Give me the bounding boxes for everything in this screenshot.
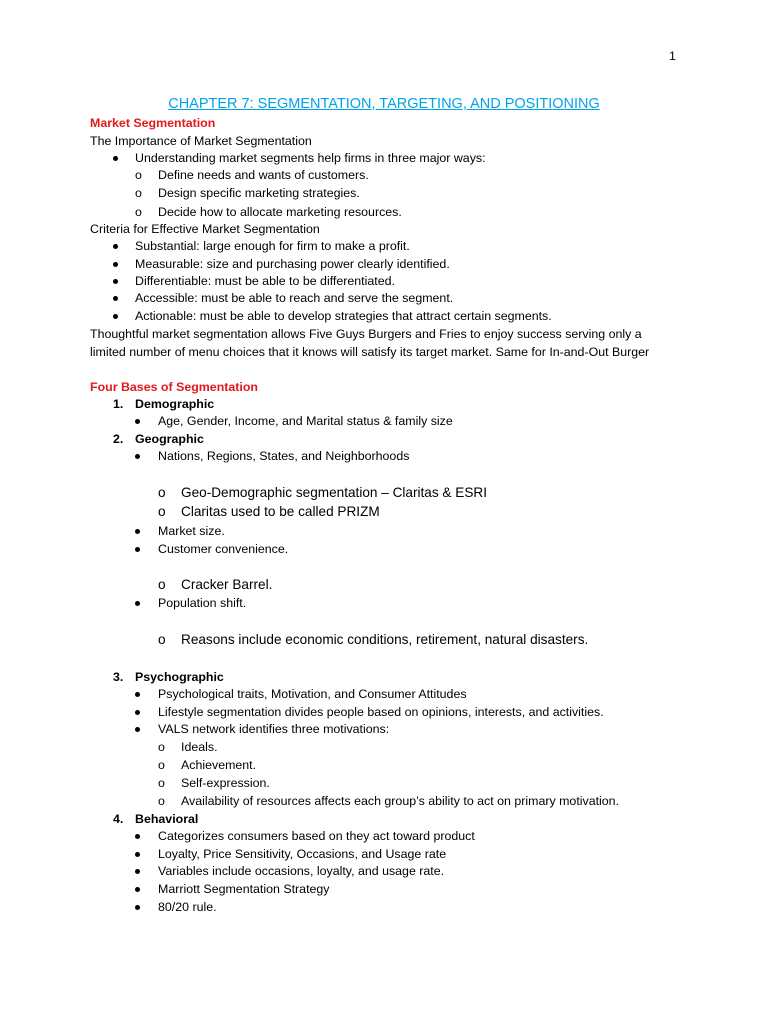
base-label-psychographic: Psychographic xyxy=(135,670,224,684)
sub-marker: o xyxy=(158,632,166,647)
base-label-behavioral: Behavioral xyxy=(135,812,199,826)
bullet-icon xyxy=(113,156,118,161)
sub-marker: o xyxy=(158,577,166,592)
base-label-demographic: Demographic xyxy=(135,397,215,411)
numbered-marker: 4. xyxy=(113,812,124,826)
bullet-icon xyxy=(135,869,140,874)
page-number: 1 xyxy=(669,49,676,63)
subheading-criteria: Criteria for Effective Market Segmentation xyxy=(90,222,320,236)
bullet-icon xyxy=(113,314,118,319)
base-subitem: Geo-Demographic segmentation – Claritas & ESRI xyxy=(181,485,487,500)
criteria-item: Accessible: must be able to reach and serve the segment. xyxy=(135,291,454,305)
base-subitem: Self-expression. xyxy=(181,776,270,790)
bullet-icon xyxy=(135,710,140,715)
bullet-icon xyxy=(135,601,140,606)
importance-subitem: Design specific marketing strategies. xyxy=(158,186,360,200)
criteria-item: Measurable: size and purchasing power clearly identified. xyxy=(135,257,450,271)
base-subitem: Cracker Barrel. xyxy=(181,577,273,592)
base-bullet: Categorizes consumers based on they act toward product xyxy=(158,829,475,843)
sub-marker: o xyxy=(135,168,142,182)
section-heading-market-segmentation: Market Segmentation xyxy=(90,116,216,130)
criteria-item: Actionable: must be able to develop strategies that attract certain segments. xyxy=(135,309,552,323)
base-subitem: Ideals. xyxy=(181,740,218,754)
numbered-marker: 2. xyxy=(113,432,124,446)
paragraph-line: Thoughtful market segmentation allows Five Guys Burgers and Fries to enjoy success serving only a xyxy=(90,327,642,341)
bullet-icon xyxy=(113,244,118,249)
paragraph-line: limited number of menu choices that it knows will satisfy its target market. Same for In-and-Out Burger xyxy=(90,345,650,359)
sub-marker: o xyxy=(158,740,165,754)
base-bullet: Loyalty, Price Sensitivity, Occasions, and Usage rate xyxy=(158,847,447,861)
sub-marker: o xyxy=(135,205,142,219)
base-bullet: Psychological traits, Motivation, and Consumer Attitudes xyxy=(158,687,467,701)
bullet-icon xyxy=(135,887,140,892)
base-subitem: Claritas used to be called PRIZM xyxy=(181,504,380,519)
bullet-icon xyxy=(135,547,140,552)
base-bullet: VALS network identifies three motivations: xyxy=(158,722,390,736)
base-bullet: Market size. xyxy=(158,524,225,538)
base-label-geographic: Geographic xyxy=(135,432,204,446)
bullet-icon xyxy=(135,692,140,697)
sub-marker: o xyxy=(158,504,166,519)
numbered-marker: 3. xyxy=(113,670,124,684)
base-bullet: 80/20 rule. xyxy=(158,900,217,914)
sub-marker: o xyxy=(158,794,165,808)
base-subitem: Availability of resources affects each group’s ability to act on primary motivation. xyxy=(181,794,620,808)
criteria-item: Substantial: large enough for firm to make a profit. xyxy=(135,239,410,253)
sub-marker: o xyxy=(158,485,166,500)
bullet-icon xyxy=(113,279,118,284)
bullet-icon xyxy=(135,419,140,424)
page-title: CHAPTER 7: SEGMENTATION, TARGETING, AND POSITIONING xyxy=(168,96,600,112)
base-bullet: Population shift. xyxy=(158,596,247,610)
bullet-icon xyxy=(135,529,140,534)
base-subitem: Achievement. xyxy=(181,758,257,772)
bullet-icon xyxy=(135,454,140,459)
importance-subitem: Decide how to allocate marketing resources. xyxy=(158,205,402,219)
base-bullet: Age, Gender, Income, and Marital status & family size xyxy=(158,414,453,428)
section-heading-four-bases: Four Bases of Segmentation xyxy=(90,380,258,394)
sub-marker: o xyxy=(158,776,165,790)
subheading-importance: The Importance of Market Segmentation xyxy=(90,134,312,148)
bullet-icon xyxy=(113,296,118,301)
base-bullet: Nations, Regions, States, and Neighborhoods xyxy=(158,449,410,463)
base-bullet: Lifestyle segmentation divides people based on opinions, interests, and activities. xyxy=(158,705,604,719)
importance-subitem: Define needs and wants of customers. xyxy=(158,168,369,182)
sub-marker: o xyxy=(135,186,142,200)
bullet-icon xyxy=(135,834,140,839)
importance-bullet: Understanding market segments help firms in three major ways: xyxy=(135,151,486,165)
base-subitem: Reasons include economic conditions, retirement, natural disasters. xyxy=(181,632,589,647)
bullet-icon xyxy=(135,852,140,857)
base-bullet: Marriott Segmentation Strategy xyxy=(158,882,330,896)
numbered-marker: 1. xyxy=(113,397,124,411)
criteria-item: Differentiable: must be able to be differentiated. xyxy=(135,274,395,288)
sub-marker: o xyxy=(158,758,165,772)
base-bullet: Variables include occasions, loyalty, and usage rate. xyxy=(158,864,445,878)
bullet-icon xyxy=(113,262,118,267)
base-bullet: Customer convenience. xyxy=(158,542,289,556)
bullet-icon xyxy=(135,905,140,910)
bullet-icon xyxy=(135,727,140,732)
